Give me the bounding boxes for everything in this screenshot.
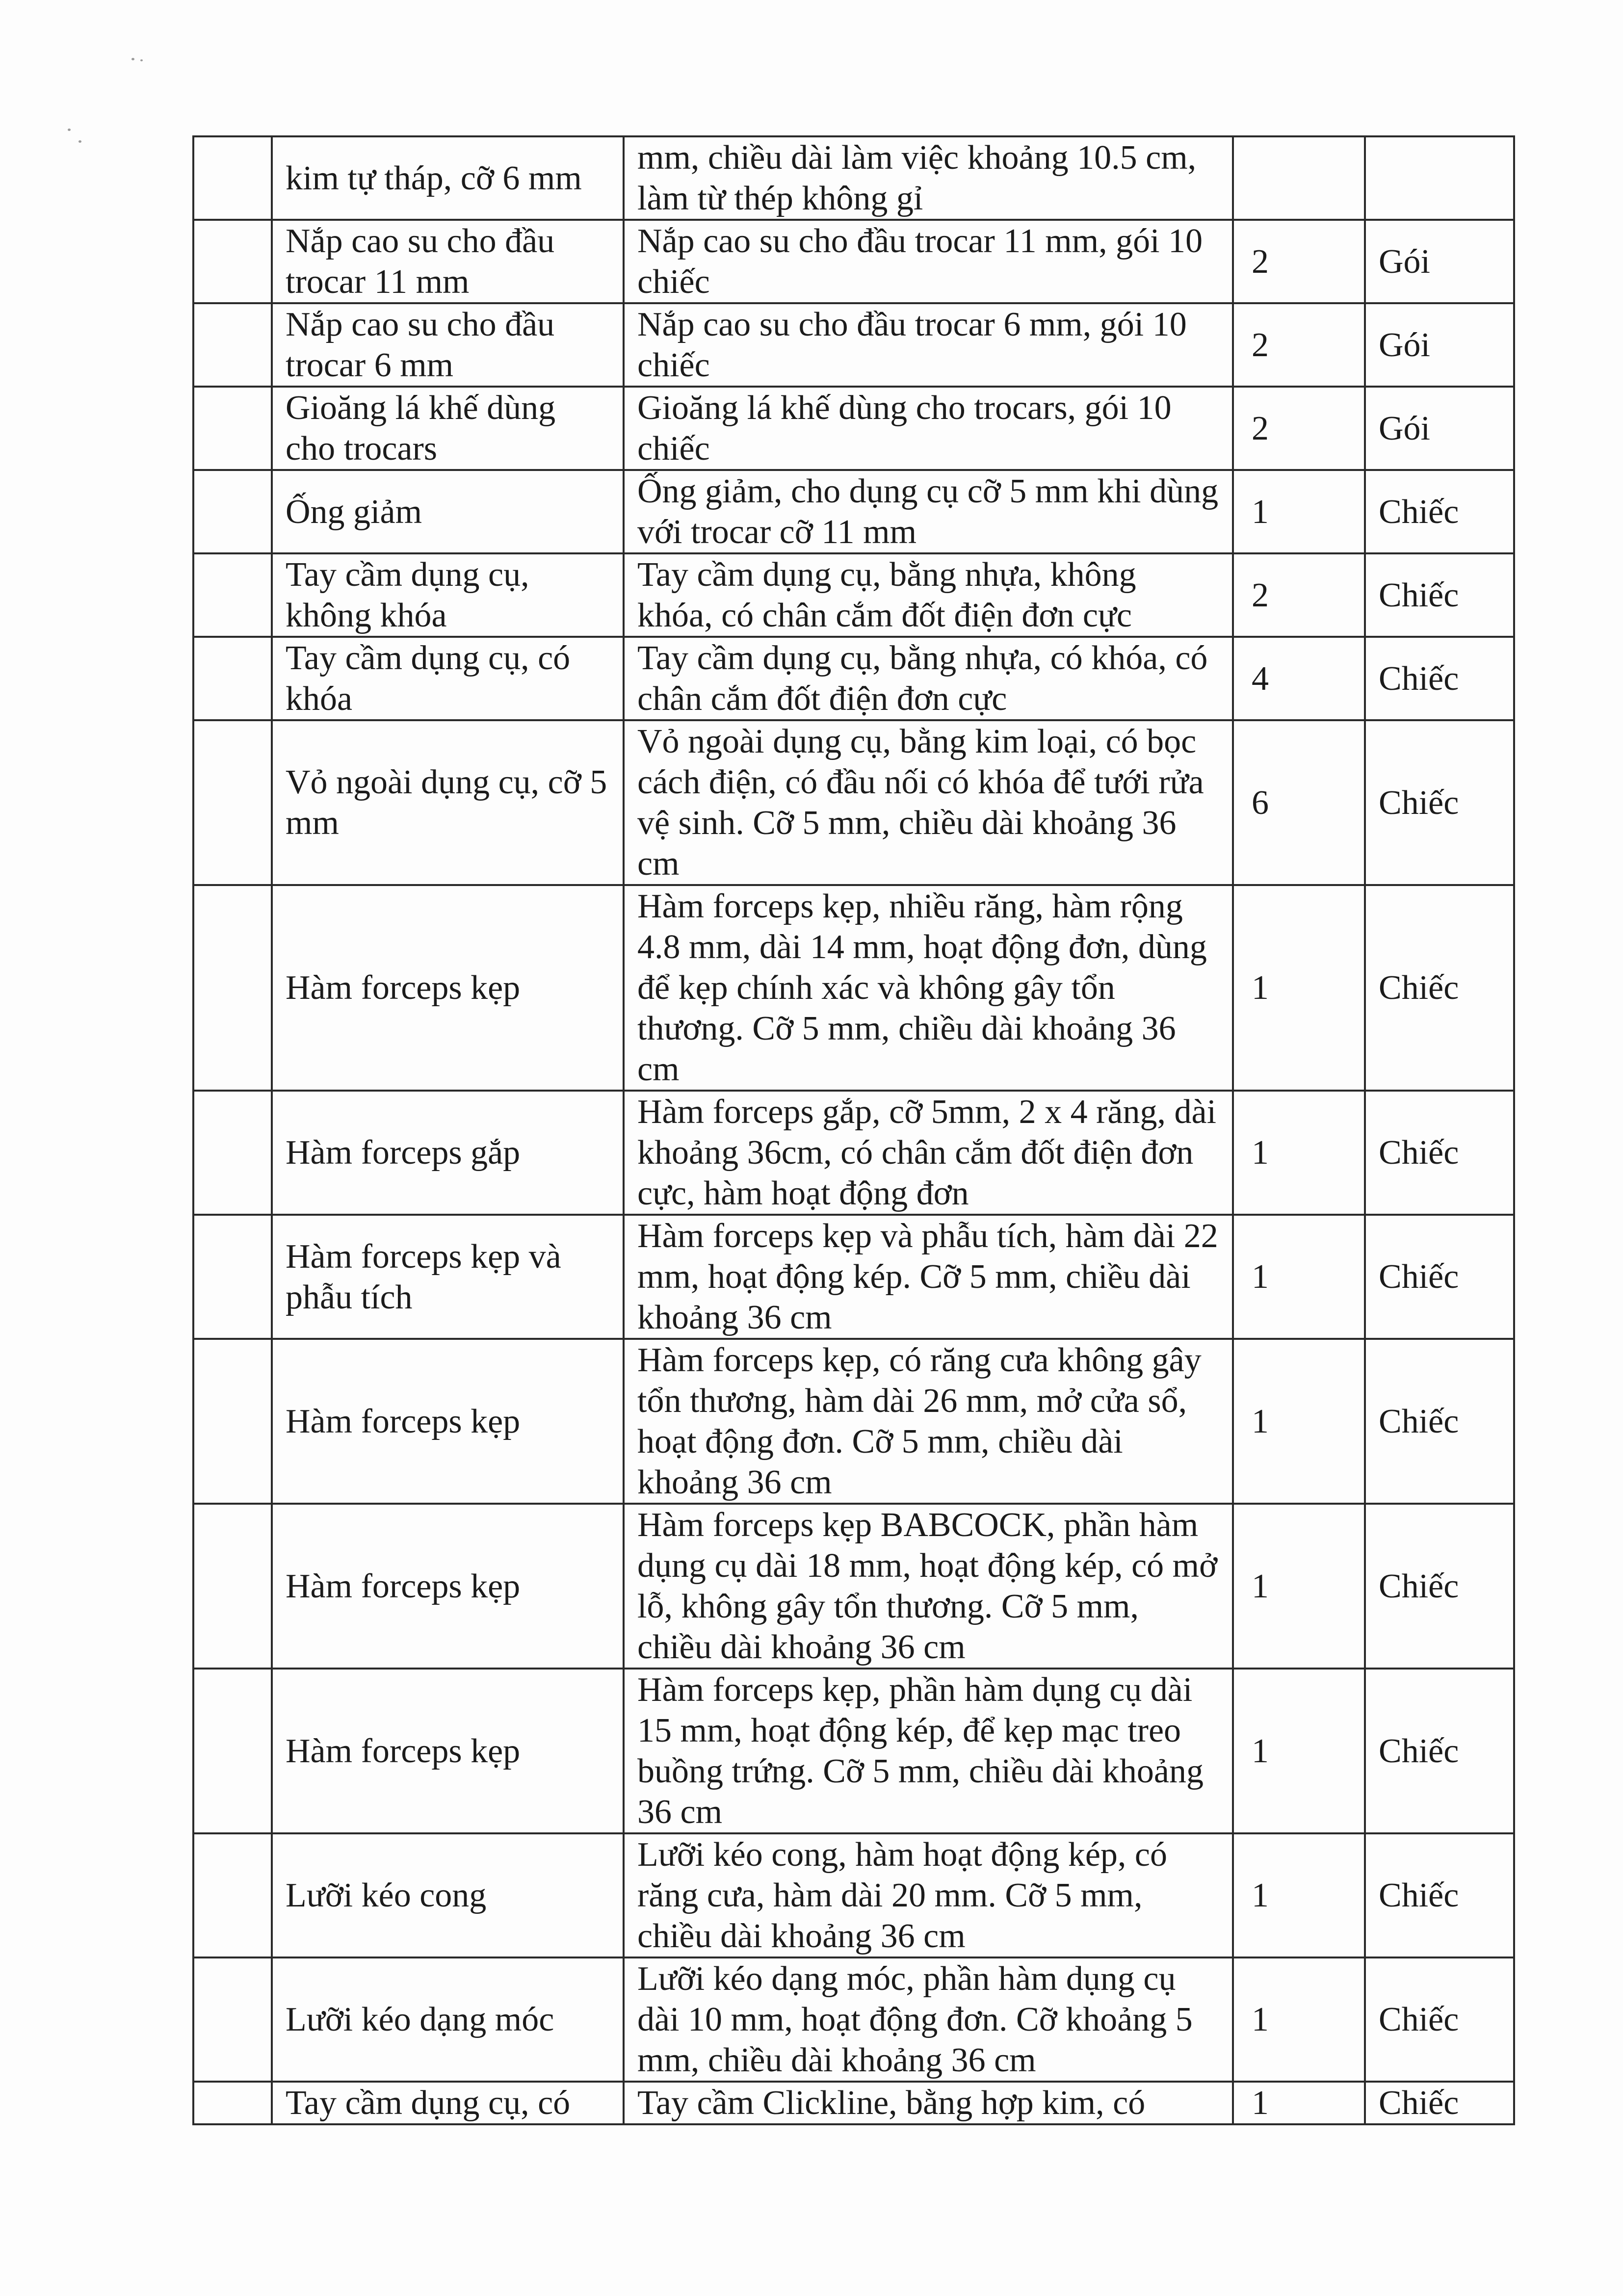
item-name-cell: Hàm forceps kẹp và phẫu tích (272, 1215, 624, 1339)
equipment-spec-table (192, 135, 1515, 2125)
row-index-cell (193, 470, 272, 553)
item-unit-cell: Chiếc (1365, 1215, 1514, 1339)
item-unit-cell: Chiếc (1365, 1339, 1514, 1504)
item-name-cell: Hàm forceps kẹp (272, 1669, 624, 1833)
item-unit-cell: Gói (1365, 220, 1514, 303)
item-description-cell: Nắp cao su cho đầu trocar 11 mm, gói 10 chiếc (624, 220, 1233, 303)
item-name-cell: Hàm forceps kẹp (272, 1504, 624, 1669)
item-name-cell: Vỏ ngoài dụng cụ, cỡ 5 mm (272, 720, 624, 885)
item-unit-cell: Chiếc (1365, 1833, 1514, 1957)
item-description-cell: Gioăng lá khế dùng cho trocars, gói 10 chiếc (624, 387, 1233, 470)
row-index-cell (193, 1957, 272, 2082)
item-description-cell: Tay cầm Clickline, bằng hợp kim, có (624, 2082, 1233, 2124)
item-unit-cell: Chiếc (1365, 470, 1514, 553)
row-index-cell (193, 1339, 272, 1504)
item-name-cell: Nắp cao su cho đầu trocar 11 mm (272, 220, 624, 303)
table-row (193, 470, 1514, 553)
item-name-cell: kim tự tháp, cỡ 6 mm (272, 136, 624, 220)
row-index-cell (193, 885, 272, 1091)
row-index-cell (193, 136, 272, 220)
item-unit-cell (1365, 136, 1514, 220)
item-quantity-cell: 1 (1233, 470, 1365, 553)
table-row (193, 303, 1514, 387)
item-unit-cell: Chiếc (1365, 553, 1514, 637)
item-name-cell: Ống giảm (272, 470, 624, 553)
row-index-cell (193, 637, 272, 720)
item-quantity-cell: 1 (1233, 885, 1365, 1091)
spec-table-body (193, 136, 1514, 2124)
item-unit-cell: Gói (1365, 303, 1514, 387)
item-name-cell: Tay cầm dụng cụ, không khóa (272, 553, 624, 637)
item-name-cell: Hàm forceps kẹp (272, 1339, 624, 1504)
item-description-cell: Hàm forceps kẹp BABCOCK, phần hàm dụng cụ dài 18 mm, hoạt động kép, có mở lỗ, không gây tổn thương. Cỡ 5 mm, chiều dài khoảng 36 cm (624, 1504, 1233, 1669)
item-unit-cell: Chiếc (1365, 1091, 1514, 1215)
item-quantity-cell: 2 (1233, 303, 1365, 387)
row-index-cell (193, 220, 272, 303)
table-row (193, 2082, 1514, 2124)
item-description-cell: Ống giảm, cho dụng cụ cỡ 5 mm khi dùng với trocar cỡ 11 mm (624, 470, 1233, 553)
item-quantity-cell: 1 (1233, 1091, 1365, 1215)
item-description-cell: Hàm forceps kẹp, phần hàm dụng cụ dài 15 mm, hoạt động kép, để kẹp mạc treo buồng trứng. Cỡ 5 mm, chiều dài khoảng 36 cm (624, 1669, 1233, 1833)
item-unit-cell: Chiếc (1365, 2082, 1514, 2124)
item-description-cell: mm, chiều dài làm việc khoảng 10.5 cm, làm từ thép không gỉ (624, 136, 1233, 220)
table-row (193, 1339, 1514, 1504)
table-row (193, 136, 1514, 220)
item-quantity-cell: 2 (1233, 553, 1365, 637)
item-unit-cell: Chiếc (1365, 885, 1514, 1091)
item-unit-cell: Chiếc (1365, 720, 1514, 885)
row-index-cell (193, 2082, 272, 2124)
row-index-cell (193, 720, 272, 885)
item-description-cell: Lưỡi kéo cong, hàm hoạt động kép, có răng cưa, hàm dài 20 mm. Cỡ 5 mm, chiều dài khoảng 36 cm (624, 1833, 1233, 1957)
item-unit-cell: Chiếc (1365, 1669, 1514, 1833)
table-row (193, 637, 1514, 720)
item-description-cell: Tay cầm dụng cụ, bằng nhựa, không khóa, có chân cắm đốt điện đơn cực (624, 553, 1233, 637)
item-name-cell: Hàm forceps kẹp (272, 885, 624, 1091)
item-quantity-cell: 1 (1233, 1669, 1365, 1833)
item-description-cell: Hàm forceps kẹp và phẫu tích, hàm dài 22 mm, hoạt động kép. Cỡ 5 mm, chiều dài khoảng 36 cm (624, 1215, 1233, 1339)
scan-speck (140, 59, 143, 61)
table-row (193, 220, 1514, 303)
scan-speck (68, 129, 71, 131)
item-quantity-cell (1233, 136, 1365, 220)
item-quantity-cell: 1 (1233, 1215, 1365, 1339)
item-name-cell: Lưỡi kéo dạng móc (272, 1957, 624, 2082)
table-row (193, 387, 1514, 470)
table-row (193, 1669, 1514, 1833)
table-row (193, 1091, 1514, 1215)
table-row (193, 1957, 1514, 2082)
item-quantity-cell: 1 (1233, 1339, 1365, 1504)
item-unit-cell: Chiếc (1365, 1504, 1514, 1669)
row-index-cell (193, 1091, 272, 1215)
item-quantity-cell: 2 (1233, 220, 1365, 303)
row-index-cell (193, 1215, 272, 1339)
item-description-cell: Tay cầm dụng cụ, bằng nhựa, có khóa, có chân cắm đốt điện đơn cực (624, 637, 1233, 720)
item-quantity-cell: 1 (1233, 2082, 1365, 2124)
table-row (193, 720, 1514, 885)
item-name-cell: Tay cầm dụng cụ, có khóa (272, 637, 624, 720)
row-index-cell (193, 1669, 272, 1833)
item-quantity-cell: 2 (1233, 387, 1365, 470)
item-description-cell: Lưỡi kéo dạng móc, phần hàm dụng cụ dài 10 mm, hoạt động đơn. Cỡ khoảng 5 mm, chiều dài khoảng 36 cm (624, 1957, 1233, 2082)
table-row (193, 1215, 1514, 1339)
item-name-cell: Lưỡi kéo cong (272, 1833, 624, 1957)
item-quantity-cell: 1 (1233, 1504, 1365, 1669)
table-row (193, 553, 1514, 637)
item-name-cell: Nắp cao su cho đầu trocar 6 mm (272, 303, 624, 387)
item-quantity-cell: 1 (1233, 1957, 1365, 2082)
row-index-cell (193, 553, 272, 637)
row-index-cell (193, 1504, 272, 1669)
row-index-cell (193, 387, 272, 470)
table-row (193, 1504, 1514, 1669)
row-index-cell (193, 1833, 272, 1957)
table-row (193, 1833, 1514, 1957)
row-index-cell (193, 303, 272, 387)
item-description-cell: Nắp cao su cho đầu trocar 6 mm, gói 10 chiếc (624, 303, 1233, 387)
item-unit-cell: Chiếc (1365, 1957, 1514, 2082)
table-row (193, 885, 1514, 1091)
item-quantity-cell: 6 (1233, 720, 1365, 885)
scan-speck (79, 140, 81, 143)
item-unit-cell: Gói (1365, 387, 1514, 470)
item-description-cell: Hàm forceps kẹp, có răng cưa không gây tổn thương, hàm dài 26 mm, mở cửa sổ, hoạt động đơn. Cỡ 5 mm, chiều dài khoảng 36 cm (624, 1339, 1233, 1504)
item-name-cell: Tay cầm dụng cụ, có (272, 2082, 624, 2124)
item-quantity-cell: 4 (1233, 637, 1365, 720)
item-quantity-cell: 1 (1233, 1833, 1365, 1957)
item-name-cell: Gioăng lá khế dùng cho trocars (272, 387, 624, 470)
scan-speck (131, 58, 134, 60)
item-unit-cell: Chiếc (1365, 637, 1514, 720)
item-name-cell: Hàm forceps gắp (272, 1091, 624, 1215)
item-description-cell: Hàm forceps kẹp, nhiều răng, hàm rộng 4.8 mm, dài 14 mm, hoạt động đơn, dùng để kẹp chính xác và không gây tổn thương. Cỡ 5 mm, chiều dài khoảng 36 cm (624, 885, 1233, 1091)
item-description-cell: Hàm forceps gắp, cỡ 5mm, 2 x 4 răng, dài khoảng 36cm, có chân cắm đốt điện đơn cực, hàm hoạt động đơn (624, 1091, 1233, 1215)
item-description-cell: Vỏ ngoài dụng cụ, bằng kim loại, có bọc cách điện, có đầu nối có khóa để tưới rửa vệ sinh. Cỡ 5 mm, chiều dài khoảng 36 cm (624, 720, 1233, 885)
